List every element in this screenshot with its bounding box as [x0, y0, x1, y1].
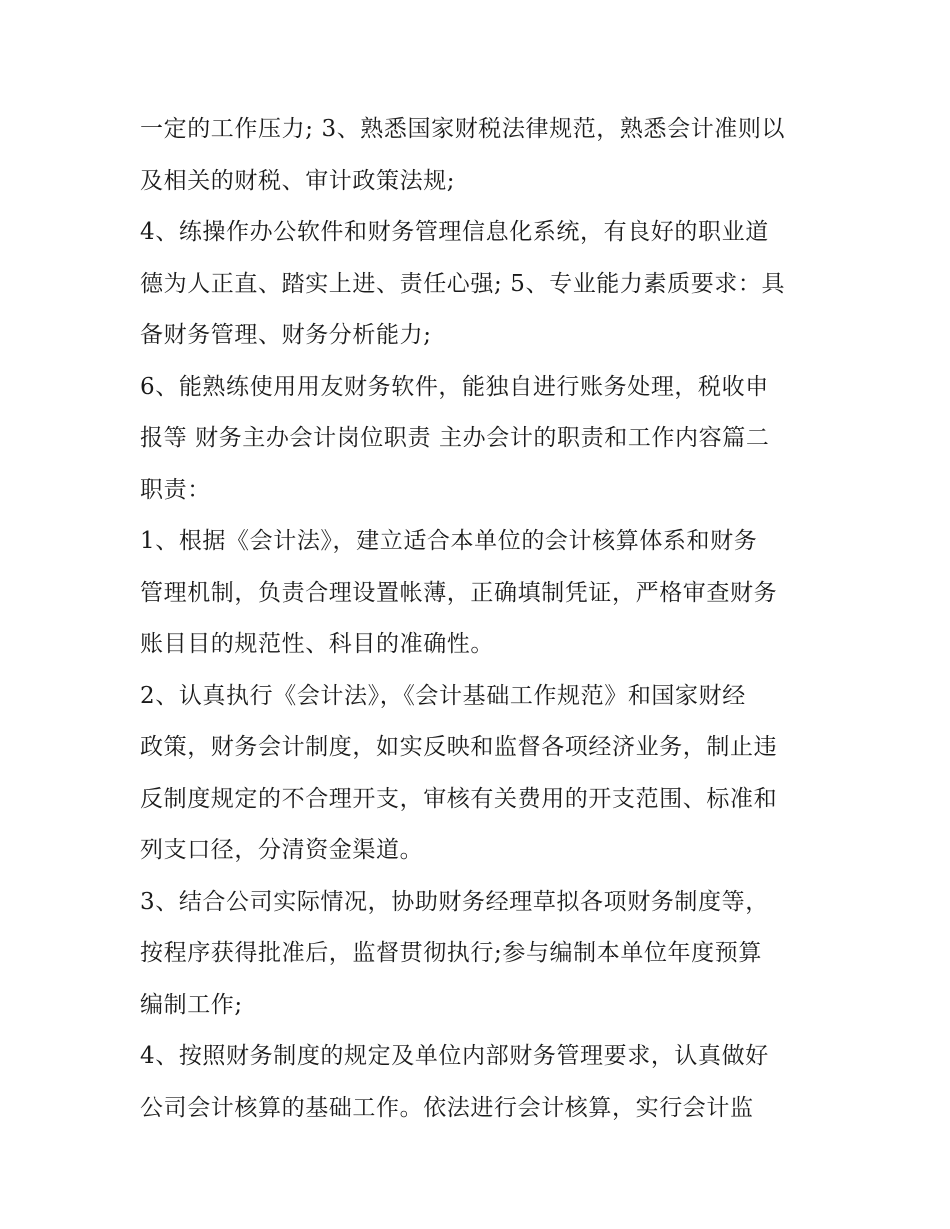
text-line: 政策，财务会计制度，如实反映和监督各项经济业务，制止违 — [140, 734, 778, 760]
text-line: 编制工作; — [140, 991, 243, 1018]
text-line: 6、能熟练使用用友财务软件，能独自进行账务处理，税收申 — [140, 373, 769, 400]
text-line: 账目目的规范性、科目的准确性。 — [140, 631, 494, 657]
text-line: 管理机制，负责合理设置帐薄，正确填制凭证，严格审查财务 — [140, 579, 778, 606]
text-line: 按程序获得批准后，监督贯彻执行;参与编制本单位年度预算 — [140, 940, 762, 966]
text-line: 一定的工作压力; 3、熟悉国家财税法律规范，熟悉会计准则以 — [140, 116, 786, 142]
text-line: 3、结合公司实际情况，协助财务经理草拟各项财务制度等， — [140, 888, 769, 915]
document-body — [140, 104, 820, 1134]
text-line: 4、练操作办公软件和财务管理信息化系统，有良好的职业道 — [140, 219, 769, 245]
text-line: 4、按照财务制度的规定及单位内部财务管理要求，认真做好 — [140, 1043, 769, 1069]
text-line: 公司会计核算的基础工作。依法进行会计核算，实行会计监 — [140, 1094, 754, 1121]
text-line: 备财务管理、财务分析能力; — [140, 322, 432, 348]
text-line: 1、根据《会计法》，建立适合本单位的会计核算体系和财务 — [140, 528, 758, 554]
text-line: 德为人正直、踏实上进、责任心强; 5、专业能力素质要求：具 — [140, 270, 786, 297]
text-line: 反制度规定的不合理开支，审核有关费用的开支范围、标准和 — [140, 785, 778, 812]
text-line: 报等 财务主办会计岗位职责 主办会计的职责和工作内容篇二 — [140, 425, 770, 451]
text-line: 及相关的财税、审计政策法规; — [140, 167, 456, 194]
text-line: 职责： — [140, 476, 211, 503]
text-line: 2、认真执行《会计法》，《会计基础工作规范》和国家财经 — [140, 682, 746, 709]
text-line: 列支口径，分清资金渠道。 — [140, 837, 424, 863]
